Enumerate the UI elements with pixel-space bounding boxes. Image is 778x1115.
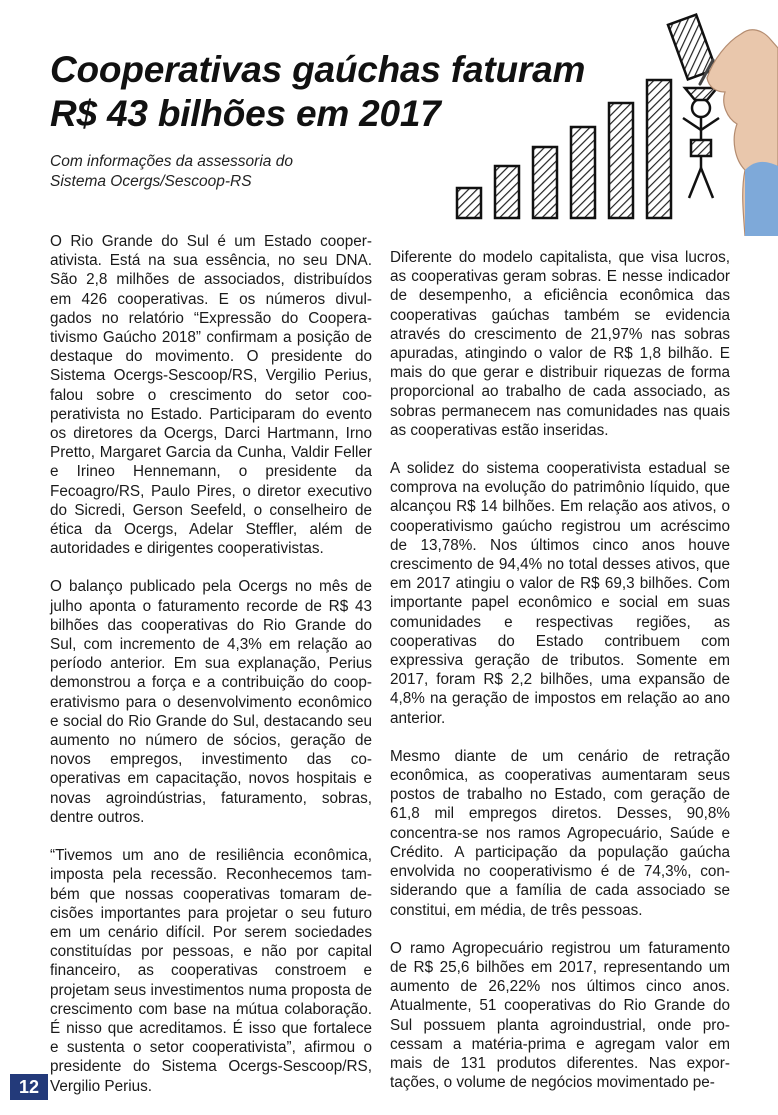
article-column-right bbox=[390, 248, 730, 1111]
chart-bar-5 bbox=[609, 103, 633, 218]
subtitle-line-2: Sistema Ocergs/Sescoop-RS bbox=[50, 173, 252, 190]
subtitle-line-1: Com informações da assessoria do bbox=[50, 153, 293, 170]
article-subtitle bbox=[50, 152, 370, 192]
hand-drawing-bar-chart-icon bbox=[445, 0, 778, 236]
paragraph: Diferente do modelo capitalista, que visa lucros, as cooperativas geram sobras. E nesse indicador de desempenho, a eficiência econômica das cooperativas gaúchas também se evidencia através do crescimento de 21,97% nas sobras apuradas, atingindo o valor de R$ 1,8 bilhão. E mais do que gerar e distribuir riquezas de forma proporcional ao trabalho de cada associado, as sobras permanecem nas comunidades nas quais as cooperativas estão inseridas. bbox=[390, 249, 730, 439]
paragraph: O ramo Agropecuário registrou um faturamento de R$ 25,6 bilhões em 2017, representando um aumento de 26,22% nos últimos cinco anos. Atualmente, 51 cooperativas do Rio Grande do Sul possuem planta agroindustrial, onde processam a matéria-prima e agregam valor em mais de 131 produtos diferentes. Nas exportações, o volume de negócios movimentado pe- bbox=[390, 939, 730, 1092]
paragraph: O balanço publicado pela Ocergs no mês de julho aponta o faturamento recorde de R$ 43 bilhões das cooperativas do Rio Grande do Sul, com incremento de 4,3% em relação ao período anterior. Em sua explanação, Perius demonstrou a força e a contribuição do cooperativismo para o desenvolvimento econômico e social do Rio Grande do Sul, destacando seu aumento no número de sócios, geração de novos empregos, investimento das cooperativas em capacitação, novos hospitais e novas agroindústrias, faturamento, sobras, dentre outros. bbox=[50, 578, 372, 826]
paragraph: O Rio Grande do Sul é um Estado cooperativista. Está na sua essência, no seu DNA. São 2,8 milhões de associados, distribuídos em 426 cooperativas. E os números divulgados no relatório “Expressão do Cooperativismo Gaúcho 2018” confirmam a posição de destaque do movimento. O presidente do Sistema Ocergs-Sescoop/RS, Vergilio Perius, falou sobre o crescimento do setor cooperativista no Estado. Participaram do evento os diretores da Ocergs, Darci Hartmann, Irno Pretto, Margaret Garcia da Cunha, Valdir Feller e Irineo Hennemann, o presidente da Fecoagro/RS, Paulo Pires, o diretor executivo do Sicredi, Gerson Seefeld, o conselheiro de ética da Ocergs, Adelar Steffler, além de autoridades e dirigentes cooperativistas. bbox=[50, 233, 372, 558]
title-line-1: Cooperativas gaúchas faturam bbox=[50, 49, 586, 90]
stick-figure bbox=[683, 88, 719, 198]
paragraph: A solidez do sistema cooperativista estadual se comprova na evolução do patrimônio líquido, que alcançou R$ 14 bilhões. Em relação aos ativos, o cooperativismo gaúcho registrou um acréscimo de 13,78%. Nos últimos cinco anos houve crescimento de 94,4% no total desses ativos, que em 2017 atingiu o valor de R$ 69,3 bilhões. Com importante papel econômico e social em suas comunidades e respectivas regiões, as cooperativas do Estado contribuem com expressiva geração de tributos. Somente em 2017, foram R$ 2,2 bilhões, uma expansão de 4,8% na geração de impostos em relação ao ano anterior. bbox=[390, 460, 730, 727]
paragraph: “Tivemos um ano de resiliência econômica, imposta pela recessão. Reconhecemos também que nossas cooperativas tomaram decisões importantes para projetar o seu futuro em um cenário difícil. Por serem sociedades constituídas por pessoas, e não por capital financeiro, as cooperativas constroem e projetam seus investimentos numa proposta de crescimento com base na mútua colaboração. É nisso que acreditamos. É isso que fortalece e sustenta o setor cooperativista”, afirmou o presidente do Sistema Ocergs-Sescoop/RS, Vergilio Perius. bbox=[50, 847, 372, 1095]
page-number: 12 bbox=[10, 1074, 48, 1100]
article-column-left bbox=[50, 232, 372, 1115]
chart-bar-1 bbox=[457, 188, 481, 218]
title-line-2: R$ 43 bilhões em 2017 bbox=[50, 93, 441, 134]
paragraph: Mesmo diante de um cenário de retração econômica, as cooperativas aumentaram seus postos de trabalho no Estado, com geração de 61,8 mil empregos diretos. Desses, 90,8% concentra-se nos ramos Agropecuário, Saúde e Crédito. A participação da população gaúcha envolvida no cooperativismo é de 74,3%, considerando que a família de cada associado se constitui, em média, de três pessoas. bbox=[390, 747, 730, 919]
chart-bar-3 bbox=[533, 147, 557, 218]
hand bbox=[700, 30, 778, 236]
chart-bar-2 bbox=[495, 166, 519, 218]
chart-bar-4 bbox=[571, 127, 595, 218]
chart-bar-6 bbox=[647, 80, 671, 218]
